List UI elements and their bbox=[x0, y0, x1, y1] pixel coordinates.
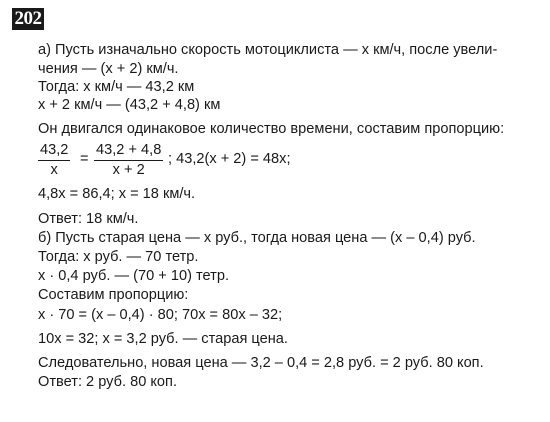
part-a-then-line-1: Тогда: x км/ч — 43,2 км bbox=[38, 79, 195, 95]
fraction-1 bbox=[38, 142, 70, 179]
part-b-conclusion: Следовательно, новая цена — 3,2 – 0,4 = 2,8 руб. = 2 руб. 80 коп. bbox=[38, 355, 484, 371]
part-a-answer: Ответ: 18 км/ч. bbox=[38, 211, 139, 227]
problem-number-badge: 202 bbox=[12, 8, 44, 30]
part-b-then-line-1: Тогда: x руб. — 70 тетр. bbox=[38, 249, 199, 265]
fraction-2-numerator: 43,2 + 4,8 bbox=[94, 142, 163, 161]
part-a-intro-line-2: чения — (x + 2) км/ч. bbox=[38, 61, 179, 77]
part-b-then-line-2: x · 0,4 руб. — (70 + 10) тетр. bbox=[38, 268, 230, 284]
part-b-equation-1: x · 70 = (x – 0,4) · 80; 70x = 80x – 32; bbox=[38, 307, 283, 323]
fraction-2 bbox=[94, 142, 163, 179]
part-b-compose-text: Составим пропорцию: bbox=[38, 287, 189, 303]
part-b-equation-2: 10x = 32; x = 3,2 руб. — старая цена. bbox=[38, 331, 288, 347]
equals-sign: = bbox=[80, 151, 89, 167]
fraction-2-denominator: x + 2 bbox=[112, 162, 145, 178]
fraction-1-denominator: x bbox=[50, 162, 58, 178]
equation-tail: ; 43,2(x + 2) = 48x; bbox=[168, 151, 291, 167]
fraction-1-numerator: 43,2 bbox=[38, 142, 70, 161]
part-a-intro-line-1: а) Пусть изначально скорость мотоциклиста — x км/ч, после увели- bbox=[38, 42, 498, 58]
part-b-intro: б) Пусть старая цена — x руб., тогда новая цена — (x – 0,4) руб. bbox=[38, 230, 476, 246]
part-b-answer: Ответ: 2 руб. 80 коп. bbox=[38, 374, 178, 390]
part-a-proportion-text: Он двигался одинаковое количество времени, составим пропорцию: bbox=[38, 121, 505, 137]
part-a-then-line-2: x + 2 км/ч — (43,2 + 4,8) км bbox=[38, 97, 221, 113]
part-a-solve-line: 4,8x = 86,4; x = 18 км/ч. bbox=[38, 186, 196, 202]
